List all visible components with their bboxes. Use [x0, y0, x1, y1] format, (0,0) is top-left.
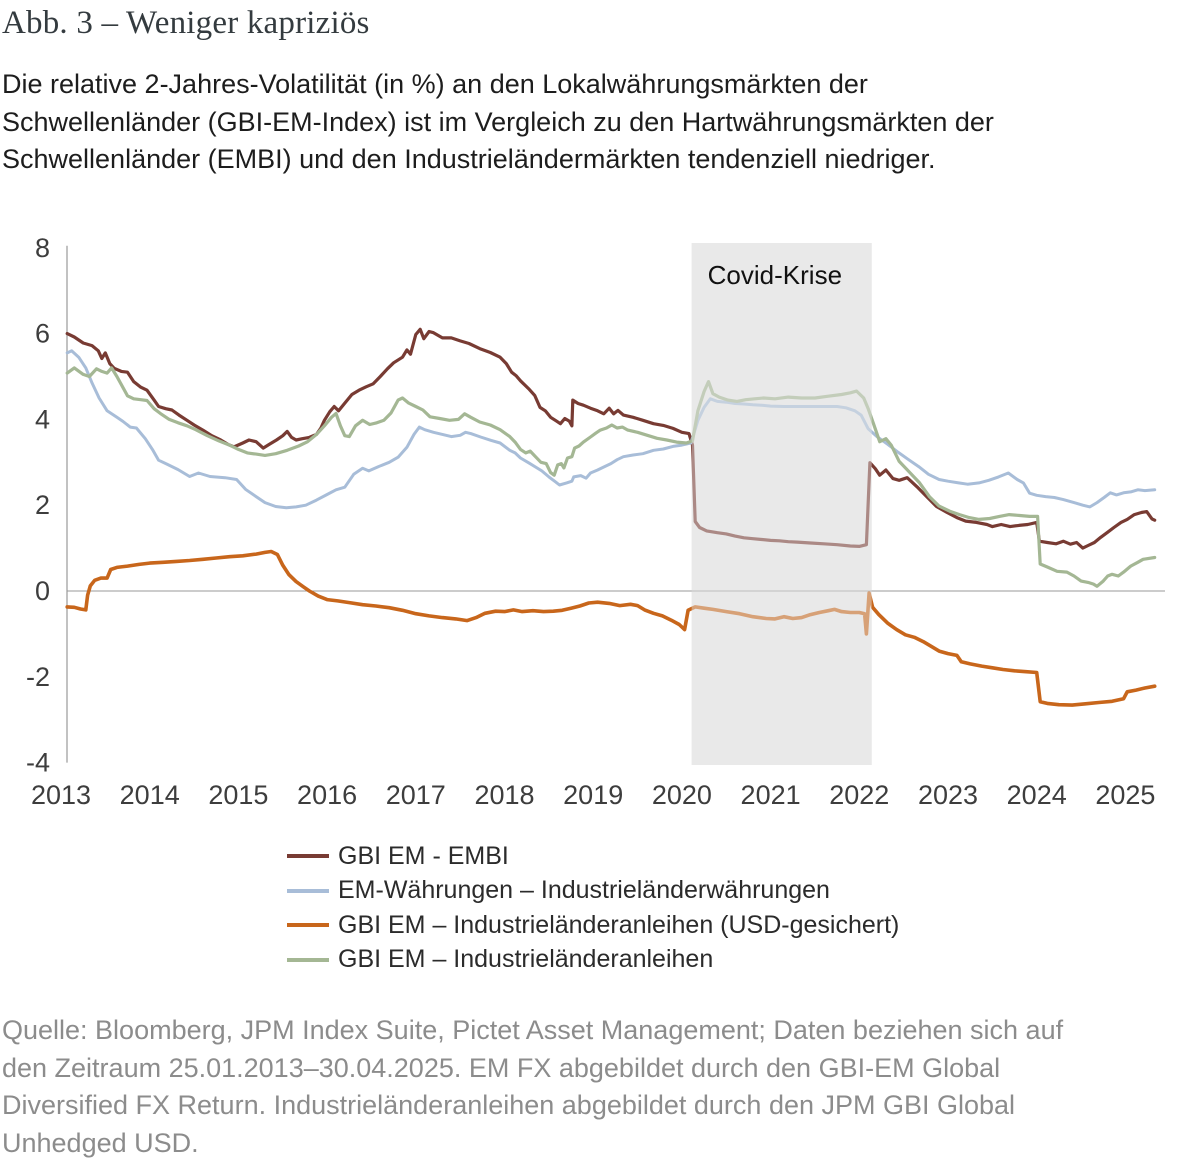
x-tick-label: 2020: [651, 780, 712, 810]
legend-swatch: [287, 923, 329, 927]
legend-item: [287, 943, 899, 978]
subtitle-line: Die relative 2-Jahres-Volatilität (in %) an den Lokalwährungsmärkten der: [2, 69, 868, 99]
y-tick-label: 4: [34, 404, 50, 435]
y-tick-label: 6: [34, 318, 50, 349]
x-tick-label: 2024: [1006, 780, 1067, 810]
x-tick-label: 2014: [119, 780, 180, 810]
series-line-0: [67, 329, 1155, 548]
source-note-line: den Zeitraum 25.01.2013–30.04.2025. EM FX abgebildet durch den GBI-EM Global: [2, 1052, 1001, 1083]
legend-label: EM-Währungen – Industrieländerwährungen: [338, 876, 830, 905]
x-tick-label: 2017: [385, 780, 446, 810]
legend-swatch: [287, 958, 329, 962]
x-tick-label: 2023: [917, 780, 979, 810]
subtitle-line: Schwellenländer (GBI-EM-Index) ist im Vergleich zu den Hartwährungsmärkten der: [2, 106, 994, 137]
x-tick-label: 2019: [563, 780, 624, 810]
legend-item: [287, 874, 899, 909]
legend-label: GBI EM – Industrieländeranleihen: [338, 945, 714, 974]
source-note-line: Quelle: Bloomberg, JPM Index Suite, Pictet Asset Management; Daten beziehen sich auf: [2, 1015, 1064, 1045]
covid-region-label: Covid-Krise: [707, 260, 843, 290]
covid-region-veil: [692, 243, 872, 765]
legend-label: GBI EM - EMBI: [338, 841, 509, 870]
source-note-line: Unhedged USD.: [2, 1127, 199, 1158]
x-tick-label: 2016: [297, 780, 358, 810]
x-tick-label: 2021: [740, 780, 801, 810]
legend-label: GBI EM – Industrieländeranleihen (USD-gesichert): [338, 910, 900, 939]
legend-item: [287, 908, 899, 943]
x-tick-label: 2013: [30, 780, 92, 810]
x-tick-label: 2015: [208, 780, 269, 810]
subtitle-line: Schwellenländer (EMBI) und den Industrieländermärkten tendenziell niedriger.: [2, 144, 936, 174]
y-tick-label: -4: [25, 747, 50, 778]
y-tick-label: 0: [34, 576, 50, 606]
y-tick-label: 2: [34, 490, 50, 521]
source-note: [2, 1012, 1063, 1162]
legend-swatch: [287, 889, 329, 893]
chart-legend: [287, 839, 899, 977]
x-tick-label: 2022: [829, 780, 890, 810]
series-line-2: [67, 552, 1155, 706]
figure-title: Abb. 3 – Weniger kapriziös: [2, 5, 370, 41]
legend-swatch: [287, 854, 329, 858]
x-tick-label: 2025: [1095, 780, 1156, 810]
y-tick-label: 8: [34, 232, 50, 263]
y-tick-label: -2: [25, 661, 50, 692]
legend-item: [287, 839, 899, 874]
x-tick-label: 2018: [474, 780, 535, 810]
source-note-line: Diversified FX Return. Industrieländeranleihen abgebildet durch den JPM GBI Global: [2, 1090, 1016, 1120]
series-line-1: [67, 351, 1155, 508]
